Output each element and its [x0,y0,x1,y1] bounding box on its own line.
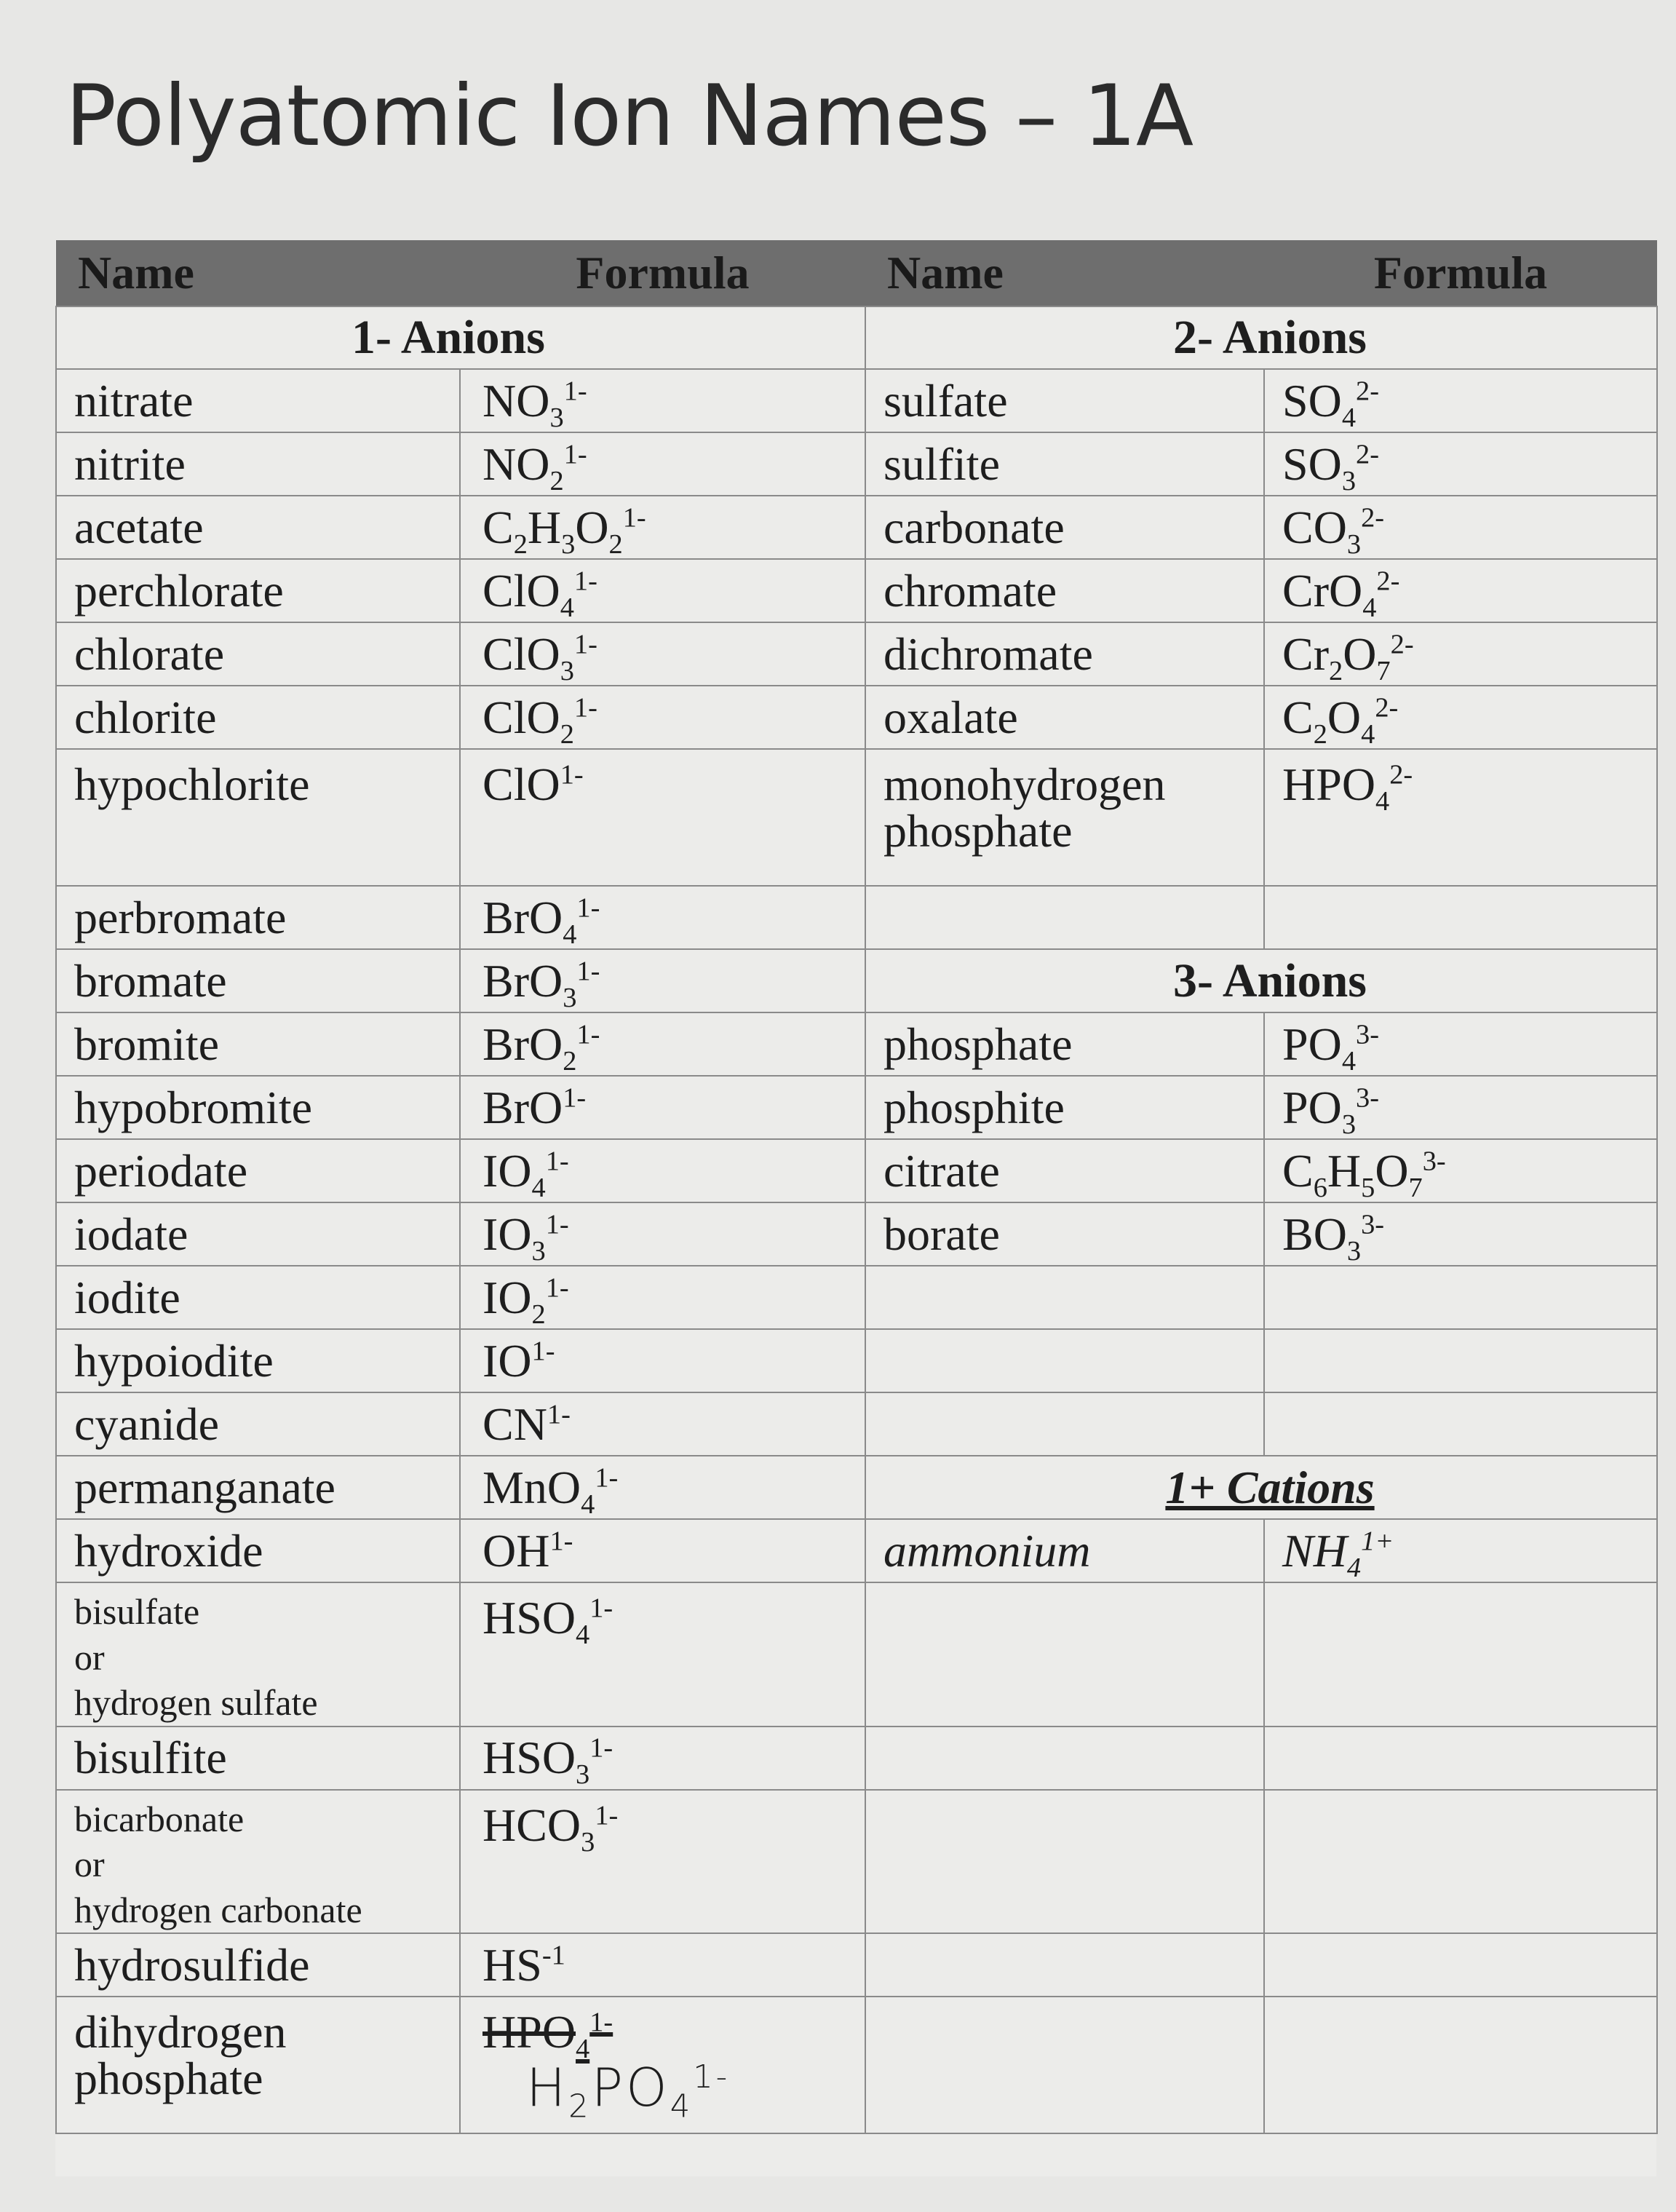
name-line: phosphate [74,2053,263,2104]
table-row [56,1076,1657,1139]
empty-cell [865,1997,1264,2133]
table-row [56,1202,1657,1266]
empty-cell [1264,1266,1657,1329]
ion-formula: $PO_4^{3-}$ [1264,1012,1657,1076]
struck-formula: $HPO_4^{1-}$ [482,2006,613,2064]
ion-name: bromate [56,949,460,1012]
ion-name: phosphite [865,1076,1264,1139]
ion-formula: BrO$_3^{1-}$ [460,949,865,1012]
table-row [56,1012,1657,1076]
ion-formula: $Cr_2O_7^{2-}$ [1264,622,1657,686]
section-1-anions: 1- Anions [56,306,865,369]
ion-name: perbromate [56,886,460,949]
section-row [56,306,1657,369]
ion-name: hydroxide [56,1519,460,1582]
ion-name: permanganate [56,1456,460,1519]
ion-formula: $IO_4^{1-}$ [460,1139,865,1202]
ion-formula: $HS^{-1}$ [460,1933,865,1997]
ion-name: iodate [56,1202,460,1266]
ion-name-multiline [56,1790,460,1934]
name-line: hydrogen carbonate [74,1889,362,1930]
ion-table [55,240,1658,2134]
ion-name: perchlorate [56,559,460,622]
ion-formula: BrO$_4^{1-}$ [460,886,865,949]
ion-formula: $NO_3^{1-}$ [460,369,865,432]
table-row [56,496,1657,559]
table-row [56,1997,1657,2133]
section-2-anions: 2- Anions [865,306,1657,369]
table-row [56,1582,1657,1727]
ion-name: hydrosulfide [56,1933,460,1997]
empty-cell [1264,886,1657,949]
table-row [56,1933,1657,1997]
empty-cell [1264,1392,1657,1456]
empty-cell [1264,1582,1657,1727]
ion-formula: $SO_3^{2-}$ [1264,432,1657,496]
ion-name: phosphate [865,1012,1264,1076]
empty-cell [1264,1790,1657,1934]
name-line: or [74,1844,105,1884]
ion-formula: $IO^{1-}$ [460,1329,865,1392]
ion-formula: $NH_4^{1+}$ [1264,1519,1657,1582]
header-name-right: Name [865,240,1264,306]
empty-cell [865,886,1264,949]
ion-name: chromate [865,559,1264,622]
empty-cell [865,1582,1264,1727]
header-row [56,240,1657,306]
ion-name: chlorite [56,686,460,749]
ion-formula: $NO_2^{1-}$ [460,432,865,496]
empty-cell [865,1329,1264,1392]
ion-formula: $IO_2^{1-}$ [460,1266,865,1329]
name-line: dihydrogen [74,2006,287,2058]
ion-name-multiline [56,1997,460,2133]
ion-name-multiline [56,1582,460,1727]
empty-cell [1264,1997,1657,2133]
table-row [56,1519,1657,1582]
handwritten-formula: $H_2PO_4^{1-}$ [526,2057,731,2125]
ion-formula: $HSO_3^{1-}$ [460,1727,865,1790]
table-row [56,622,1657,686]
ion-formula: $HSO_4^{1-}$ [460,1582,865,1727]
ion-formula: $HPO_4^{2-}$ [1264,749,1657,886]
ion-name: nitrate [56,369,460,432]
ion-formula: $HCO_3^{1-}$ [460,1790,865,1934]
name-line: phosphate [883,805,1073,857]
table-row [56,1139,1657,1202]
empty-cell [865,1392,1264,1456]
empty-cell [1264,1727,1657,1790]
ion-formula: $IO_3^{1-}$ [460,1202,865,1266]
empty-cell [1264,1933,1657,1997]
ion-formula: $C_6H_5O_7^{3-}$ [1264,1139,1657,1202]
ion-name: iodite [56,1266,460,1329]
name-line: hydrogen sulfate [74,1682,318,1723]
table-row [56,1456,1657,1519]
empty-cell [865,1727,1264,1790]
ion-name: acetate [56,496,460,559]
header-formula-right: Formula [1264,240,1657,306]
ion-name: hypoiodite [56,1329,460,1392]
ion-name: bisulfite [56,1727,460,1790]
empty-cell [865,1266,1264,1329]
header-formula-left: Formula [460,240,865,306]
ion-formula: $OH^{1-}$ [460,1519,865,1582]
ion-formula: ClO$_4^{1-}$ [460,559,865,622]
section-3-anions: 3- Anions [865,949,1657,1012]
ion-name: borate [865,1202,1264,1266]
empty-cell [865,1790,1264,1934]
table-row [56,1727,1657,1790]
section-1-cations: 1+ Cations [865,1456,1657,1519]
page-title: Polyatomic Ion Names – 1A [65,67,1194,165]
table-row [56,432,1657,496]
table-row [56,1392,1657,1456]
ion-name: chlorate [56,622,460,686]
ion-name: sulfite [865,432,1264,496]
header-name-left: Name [56,240,460,306]
ion-name: oxalate [865,686,1264,749]
ion-formula: ClO$^{1-}$ [460,749,865,886]
ion-name: hypochlorite [56,749,460,886]
name-line: bicarbonate [74,1798,245,1839]
ion-formula: $BO_3^{3-}$ [1264,1202,1657,1266]
ion-name: hypobromite [56,1076,460,1139]
ion-formula: CrO$_4^{2-}$ [1264,559,1657,622]
ion-name: carbonate [865,496,1264,559]
ion-formula: MnO$_4^{1-}$ [460,1456,865,1519]
ion-formula: $PO_3^{3-}$ [1264,1076,1657,1139]
ion-formula: ClO$_3^{1-}$ [460,622,865,686]
name-line: monohydrogen [883,758,1166,810]
table-row [56,559,1657,622]
ion-formula: $CO_3^{2-}$ [1264,496,1657,559]
ion-table-sheet [55,240,1656,2176]
ion-name: citrate [865,1139,1264,1202]
ion-name: ammonium [865,1519,1264,1582]
ion-formula: ClO$_2^{1-}$ [460,686,865,749]
table-row [56,949,1657,1012]
table-row [56,886,1657,949]
ion-name: nitrite [56,432,460,496]
ion-formula: $C_2H_3O_2^{1-}$ [460,496,865,559]
ion-name: dichromate [865,622,1264,686]
ion-formula: $SO_4^{2-}$ [1264,369,1657,432]
ion-name-multiline [865,749,1264,886]
ion-formula: BrO$^{1-}$ [460,1076,865,1139]
ion-formula-corrected [460,1997,865,2133]
table-row [56,1790,1657,1934]
ion-name: bromite [56,1012,460,1076]
table-row [56,686,1657,749]
table-row [56,749,1657,886]
ion-name: periodate [56,1139,460,1202]
ion-name: cyanide [56,1392,460,1456]
empty-cell [1264,1329,1657,1392]
ion-name: sulfate [865,369,1264,432]
empty-cell [865,1933,1264,1997]
table-row [56,369,1657,432]
name-line: or [74,1636,105,1678]
table-row [56,1266,1657,1329]
ion-formula: BrO$_2^{1-}$ [460,1012,865,1076]
ion-formula: $C_2O_4^{2-}$ [1264,686,1657,749]
name-line: bisulfate [74,1591,200,1632]
table-row [56,1329,1657,1392]
ion-formula: $CN^{1-}$ [460,1392,865,1456]
